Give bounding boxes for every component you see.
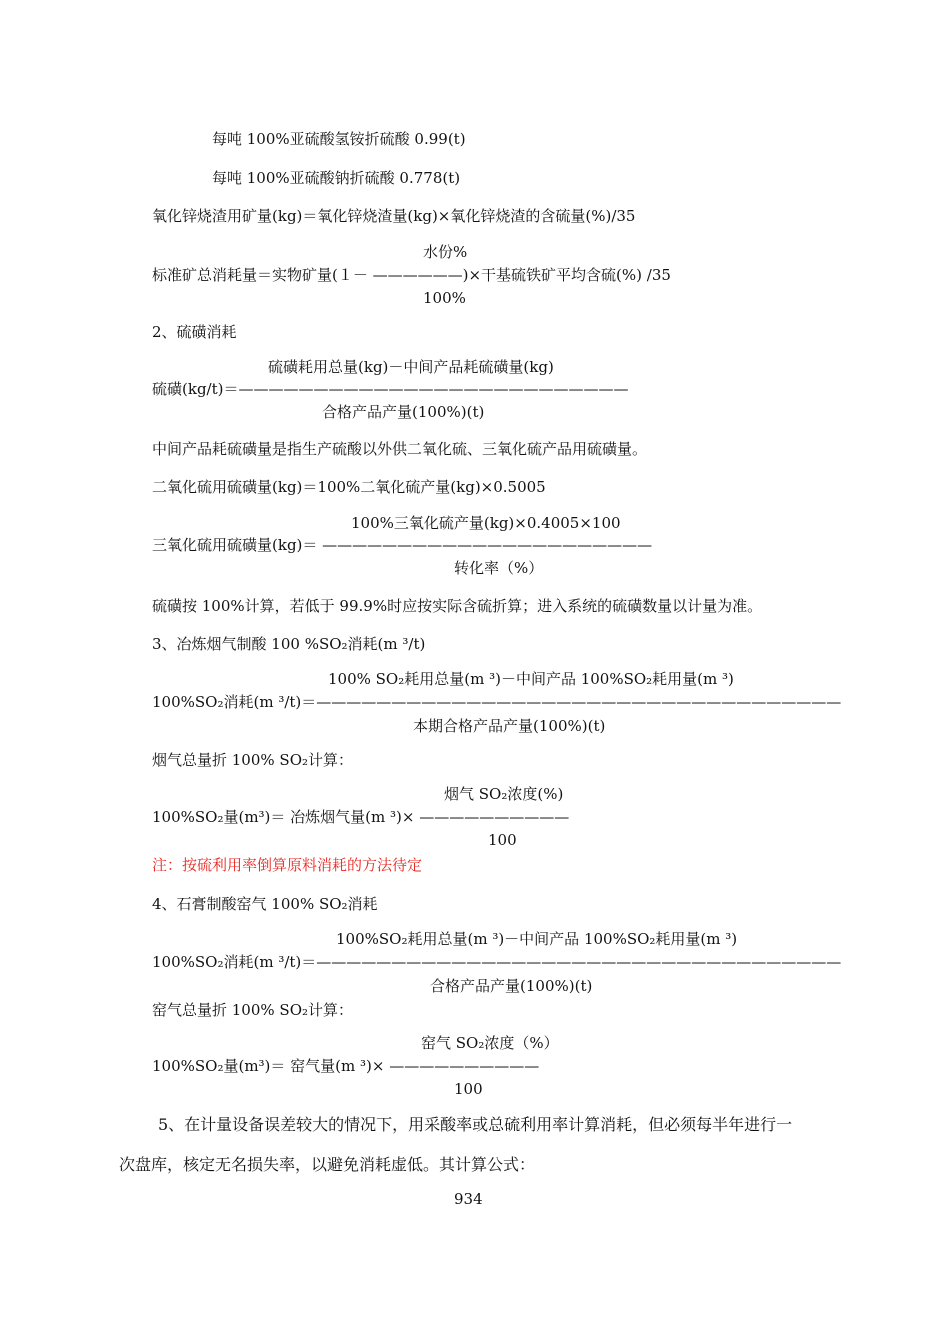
fraction-denominator: 100: [454, 1080, 483, 1098]
fraction-denominator: 100: [488, 831, 517, 849]
paragraph: 次盘库，核定无名损失率，以避免消耗虚低。其计算公式：: [119, 1155, 536, 1174]
fraction-numerator: 100% SO₂耗用总量(m ³)－中间产品 100%SO₂耗用量(m ³): [328, 670, 734, 688]
formula-line: 100%SO₂量(m³)＝ 窑气量(m ³)× ——————————: [152, 1057, 540, 1075]
fraction-numerator: 水份%: [423, 243, 468, 261]
fraction-numerator: 100%三氧化硫产量(kg)×0.4005×100: [351, 514, 621, 532]
fraction-denominator: 合格产品产量(100%)(t): [430, 977, 593, 995]
section-heading: 3、冶炼烟气制酸 100 %SO₂消耗(m ³/t): [152, 635, 426, 653]
fraction-denominator: 合格产品产量(100%)(t): [322, 403, 485, 421]
formula-line: 二氧化硫用硫磺量(kg)＝100%二氧化硫产量(kg)×0.5005: [152, 478, 546, 496]
formula-line: 100%SO₂消耗(m ³/t)＝———————————————————————————————————: [152, 693, 842, 711]
formula-line: 硫磺(kg/t)＝——————————————————————————: [152, 380, 629, 398]
section-heading: 4、石膏制酸窑气 100% SO₂消耗: [152, 895, 378, 913]
formula-line: 100%SO₂量(m³)＝ 冶炼烟气量(m ³)× ——————————: [152, 808, 570, 826]
text-line: 每吨 100%亚硫酸钠折硫酸 0.778(t): [212, 169, 461, 187]
fraction-numerator: 窑气 SO₂浓度（%）: [421, 1034, 559, 1052]
formula-line: 标准矿总消耗量＝实物矿量(１－ ——————)×干基硫铁矿平均含硫(%) /35: [152, 266, 671, 284]
fraction-numerator: 100%SO₂耗用总量(m ³)－中间产品 100%SO₂耗用量(m ³): [336, 930, 738, 948]
fraction-numerator: 烟气 SO₂浓度(%): [444, 785, 564, 803]
formula-line: 氧化锌烧渣用矿量(kg)＝氧化锌烧渣量(kg)×氧化锌烧渣的含硫量(%)/35: [152, 207, 636, 225]
fraction-denominator: 转化率（%）: [454, 559, 544, 577]
paragraph: 烟气总量折 100% SO₂计算：: [152, 751, 354, 769]
section-heading: 2、硫磺消耗: [152, 323, 237, 341]
fraction-denominator: 100%: [423, 289, 466, 307]
fraction-denominator: 本期合格产品产量(100%)(t): [413, 717, 606, 735]
formula-line: 100%SO₂消耗(m ³/t)＝———————————————————————————————————: [152, 953, 842, 971]
text-line: 每吨 100%亚硫酸氢铵折硫酸 0.99(t): [212, 130, 466, 148]
paragraph: 窑气总量折 100% SO₂计算：: [152, 1001, 354, 1019]
paragraph: 硫磺按 100%计算，若低于 99.9%时应按实际含硫折算；进入系统的硫磺数量以计量为准。: [152, 597, 763, 615]
paragraph: 5、在计量设备误差较大的情况下，用采酸率或总硫利用率计算消耗，但必须每半年进行一: [158, 1115, 793, 1134]
paragraph: 中间产品耗硫磺量是指生产硫酸以外供二氧化硫、三氧化硫产品用硫磺量。: [152, 440, 648, 458]
fraction-numerator: 硫磺耗用总量(kg)－中间产品耗硫磺量(kg): [268, 358, 554, 376]
page-number: 934: [454, 1190, 483, 1208]
note: 注：按硫利用率倒算原料消耗的方法待定: [152, 856, 423, 874]
formula-line: 三氧化硫用硫磺量(kg)＝ ——————————————————————: [152, 536, 653, 554]
